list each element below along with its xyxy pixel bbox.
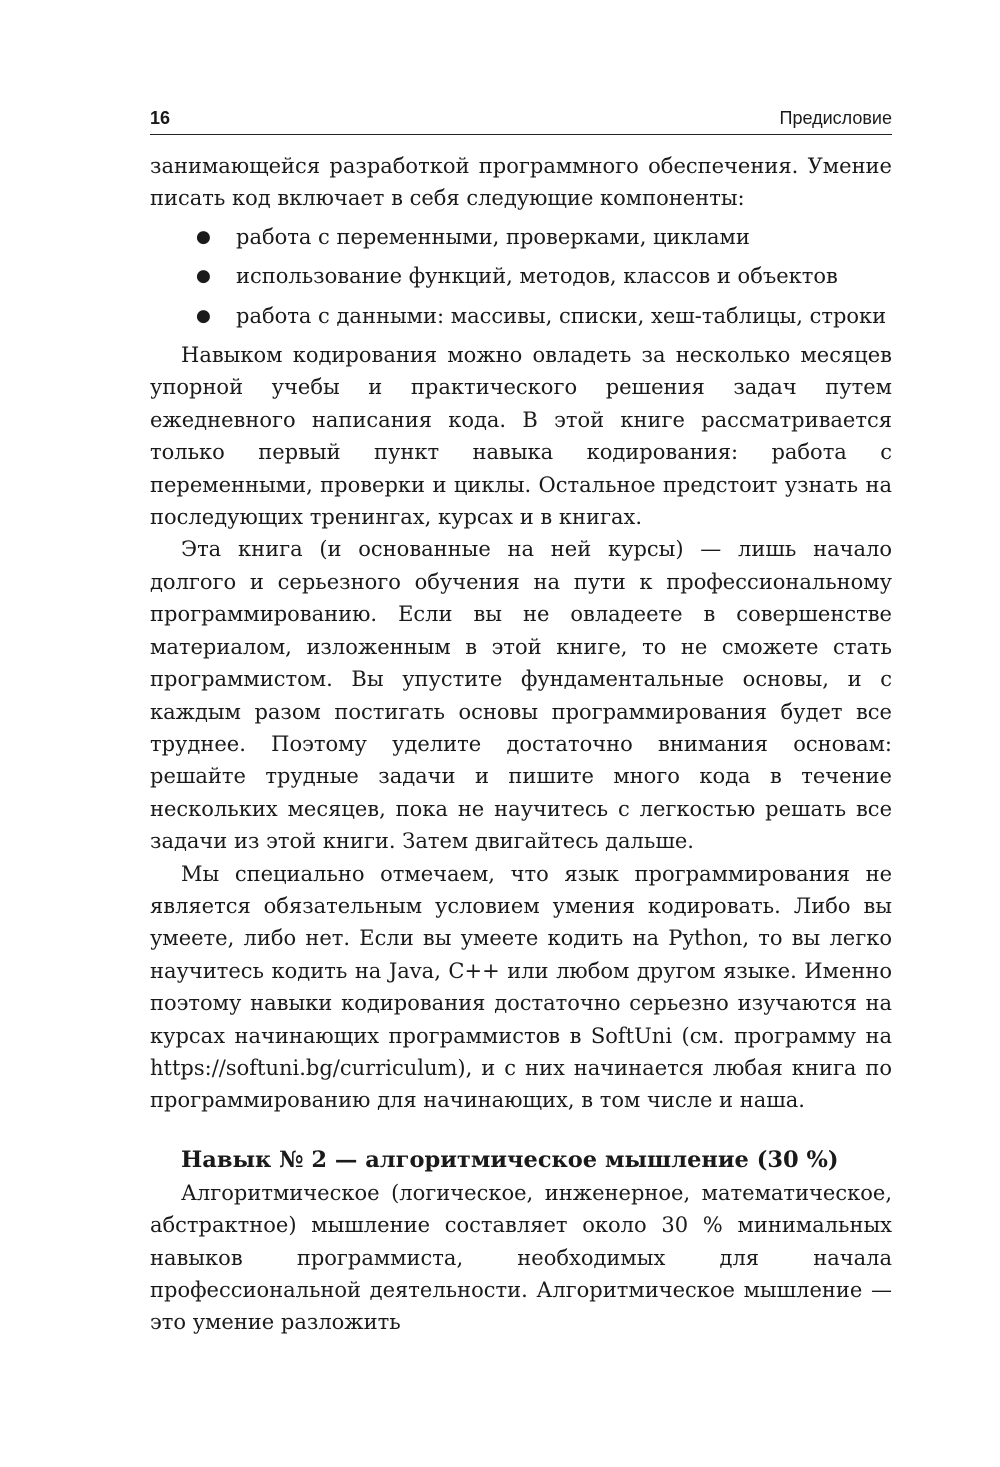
- paragraph-coding-skill: Навыком кодирования можно овладеть за несколько месяцев упорной учебы и практического решения задач путем ежедневного написания кода. В этой книге рассматривается только первый пункт навыка кодирования: работа с переменными, проверки и циклы. Остальное предстоит узнать на последующих тренингах, курсах и в книгах.: [150, 343, 892, 530]
- coding-components-list: [150, 221, 892, 332]
- page-number: 16: [150, 108, 171, 128]
- paragraph-language: Мы специально отмечаем, что язык программирования не является обязательным условием умения кодировать. Либо вы умеете, либо нет. Если вы умеете кодить на Python, то вы легко научитесь кодить на Java, C++ или любом другом языке. Именно поэтому навыки кодирования достаточно серьезно изучаются на курсах начинающих программистов в SoftUni (см. программу на https://softuni.bg/curriculum), и с них начинается любая книга по программированию для начинающих, в том числе и наша.: [150, 861, 892, 1113]
- paragraph-book-start: Эта книга (и основанные на ней курсы) — лишь начало долгого и серьезного обучения на пути к профессиональному программированию. Если вы не овладеете в совершенстве материалом, изложенным в этой книге, то не сможете стать программистом. Вы упустите фундаментальные основы, и с каждым разом постигать основы программирования будет все труднее. Поэтому уделите достаточно внимания основам: решайте трудные задачи и пишите много кода в течение нескольких месяцев, пока не научитесь с легкостью решать все задачи из этой книги. Затем двигайтесь дальше.: [150, 537, 892, 854]
- bullet-icon: ●: [196, 305, 211, 326]
- bullet-icon: ●: [196, 266, 211, 287]
- bullet-icon: ●: [196, 226, 211, 247]
- section-title: Предисловие: [779, 108, 892, 128]
- page-body: [150, 150, 892, 1339]
- list-item-text: работа с данными: массивы, списки, хеш-таблицы, строки: [236, 303, 887, 328]
- list-item-text: работа с переменными, проверками, циклами: [236, 224, 750, 249]
- paragraph-intro: занимающейся разработкой программного обеспечения. Умение писать код включает в себя следующие компоненты:: [150, 154, 892, 211]
- book-page: [150, 0, 892, 1467]
- running-header: [150, 106, 892, 135]
- section-heading-skill-2: Навык № 2 — алгоритмическое мышление (30 %): [181, 1146, 839, 1173]
- list-item: [150, 221, 892, 253]
- paragraph-algorithmic-thinking: Алгоритмическое (логическое, инженерное, математическое, абстрактное) мышление составляет около 30 % минимальных навыков программиста, необходимых для начала профессиональной деятельности. Алгоритмическое мышление — это умение разложить: [150, 1180, 892, 1335]
- list-item: [150, 300, 892, 332]
- list-item-text: использование функций, методов, классов и объектов: [236, 264, 838, 289]
- list-item: [150, 260, 892, 292]
